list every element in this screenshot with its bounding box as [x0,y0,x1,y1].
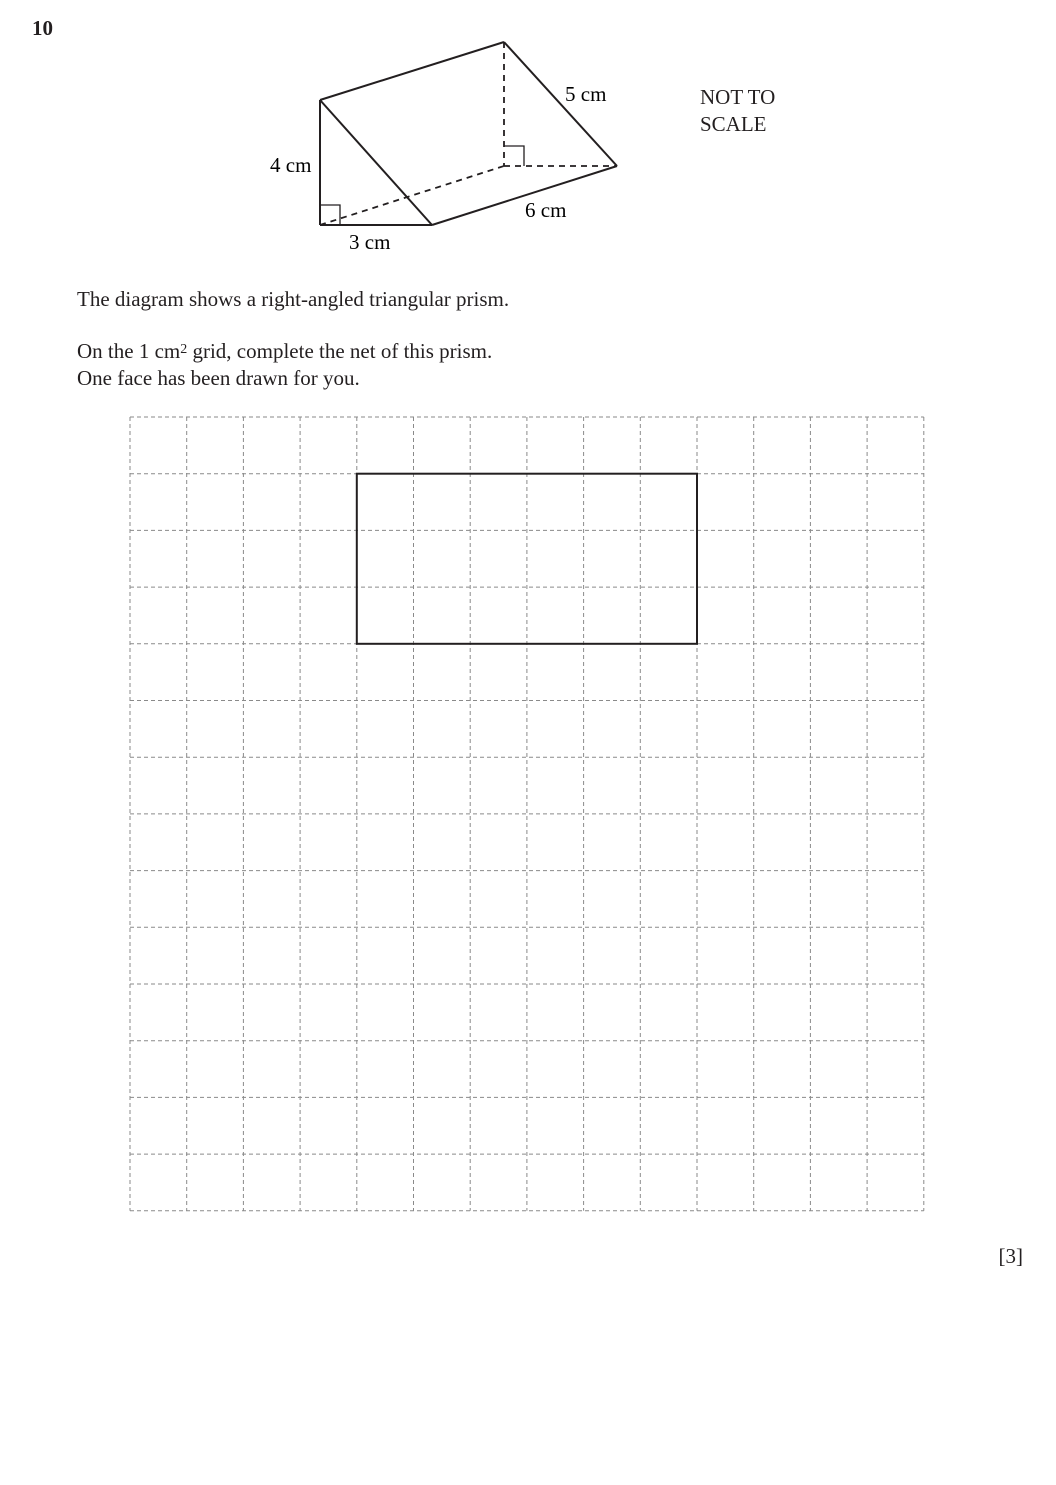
grid-lines [130,417,924,1211]
label-height: 4 cm [270,153,312,177]
not-to-scale-line-1: NOT TO [700,85,776,109]
instruction-line-2: One face has been drawn for you. [77,366,360,390]
instruction-text-a: On the 1 cm [77,339,181,363]
question-stem: The diagram shows a right-angled triangular prism. [77,287,510,311]
instruction-text-b: grid, complete the net of this prism. [187,339,493,363]
instruction-superscript: 2 [180,342,188,357]
question-number: 10 [32,16,53,40]
label-base: 3 cm [349,230,391,254]
marks-allocation: [3] [998,1244,1023,1268]
label-slant: 5 cm [565,82,607,106]
label-length: 6 cm [525,198,567,222]
not-to-scale-line-2: SCALE [700,112,767,136]
